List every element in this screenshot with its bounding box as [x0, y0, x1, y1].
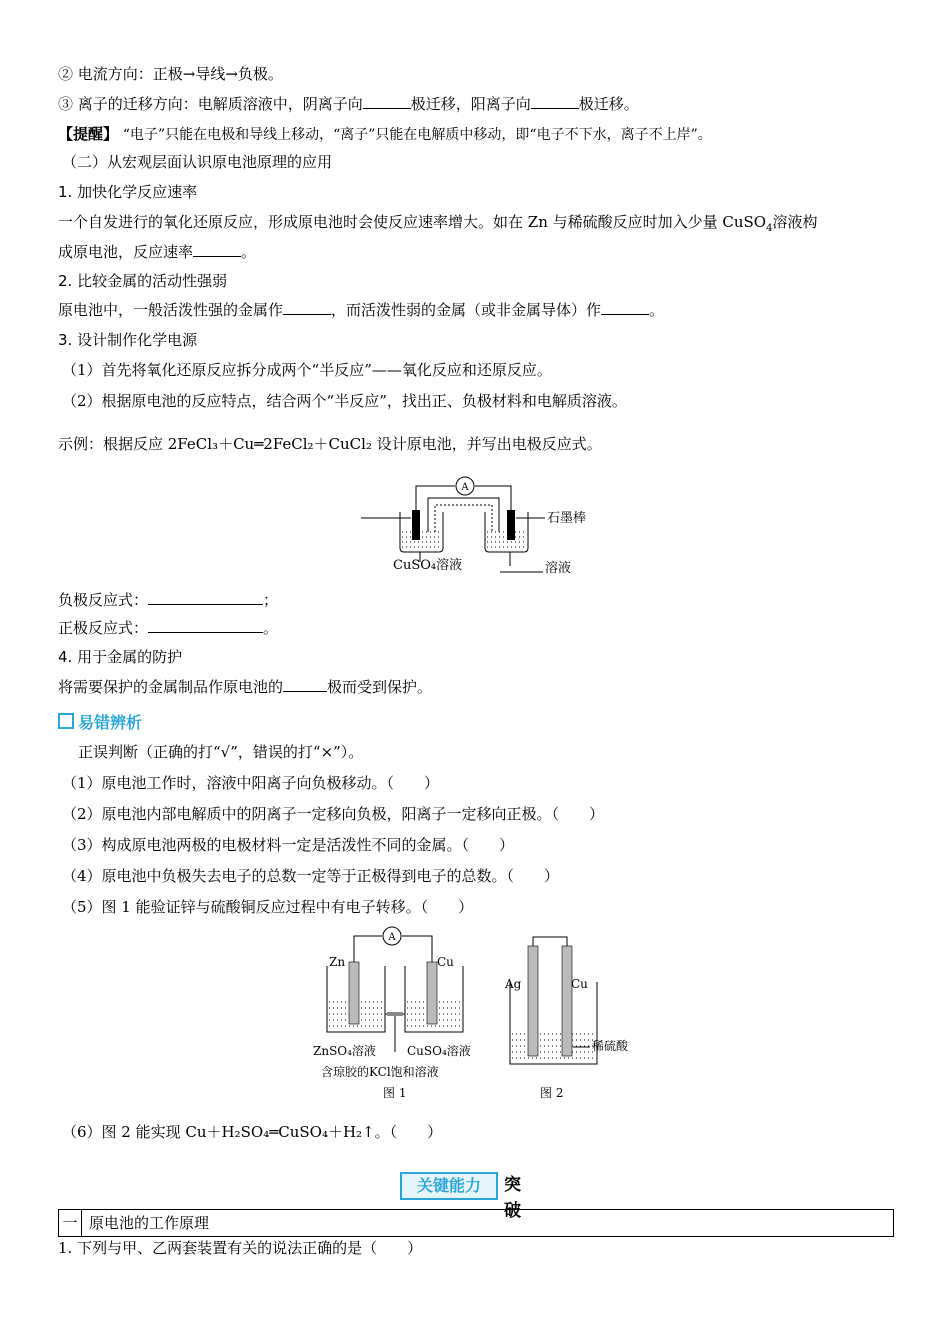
error-item-5: （5）图 1 能验证锌与硫酸铜反应过程中有电子转移。（ ）	[62, 898, 474, 916]
error-analysis-title: 易错辨析	[78, 713, 143, 732]
cu-label: Cu	[437, 955, 454, 969]
negative-reaction-end: ；	[263, 591, 279, 609]
error-item-1: （1）原电池工作时，溶液中阳离子向负极移动。（ ）	[62, 774, 440, 792]
cell-diagrams-2	[305, 922, 655, 1102]
heading-3: 3. 设计制作化学电源	[58, 331, 198, 349]
para-4	[58, 677, 432, 697]
cu-electrode-2	[562, 946, 572, 1056]
tip-line	[58, 124, 712, 145]
para-1-text-b: 溶液构	[772, 213, 818, 231]
blank	[601, 300, 649, 315]
current-direction-line: ② 电流方向：正极→导线→负极。	[58, 65, 283, 83]
tip-label: 【提醒】	[58, 125, 119, 143]
blank	[148, 590, 263, 605]
positive-reaction-line	[58, 618, 278, 638]
ammeter-label: A	[461, 482, 469, 493]
ion-direction-text-b: 极迁移，阳离子向	[410, 95, 531, 113]
graphite-rod	[507, 510, 515, 540]
cu-electrode	[427, 962, 437, 1024]
blank	[363, 94, 411, 109]
left-electrode	[412, 510, 420, 540]
heading-4: 4. 用于金属的防护	[58, 648, 183, 666]
tip-text: “电子”只能在电极和导线上移动，“离子”只能在电解质中移动，即“电子不下水，离子不上岸”。	[122, 127, 712, 143]
error-item-2: （2）原电池内部电解质中的阴离子一定移向负极，阳离子一定移向正极。（ ）	[62, 805, 605, 823]
section2-title: （二）从宏观层面认识原电池原理的应用	[62, 153, 333, 171]
error-item-4: （4）原电池中负极失去电子的总数一定等于正极得到电子的总数。（ ）	[62, 867, 560, 885]
left-solution-label: CuSO₄溶液	[393, 558, 463, 573]
cu-label-2: Cu	[571, 977, 588, 991]
error-item-6: （6）图 2 能实现 Cu＋H₂SO₄═CuSO₄＋H₂↑。（ ）	[62, 1123, 443, 1141]
banner-right: 突破	[504, 1175, 521, 1221]
blank	[193, 242, 241, 257]
para-1-text-c: 成原电池，反应速率	[58, 243, 194, 261]
zn-electrode	[349, 962, 359, 1024]
error-intro: 正误判断（正确的打“√”，错误的打“×”）。	[78, 743, 364, 761]
checkbox-icon	[58, 713, 74, 729]
ammeter-label-2: A	[388, 932, 396, 943]
question-1: 1. 下列与甲、乙两套装置有关的说法正确的是（ ）	[58, 1239, 423, 1257]
ion-direction-line	[58, 94, 639, 114]
para-1-sub: 4	[766, 223, 773, 234]
negative-reaction-line	[58, 590, 278, 610]
ion-direction-text-c: 极迁移。	[578, 95, 639, 113]
ion-direction-text-a: ③ 离子的迁移方向：电解质溶液中，阴离子向	[58, 95, 363, 113]
ag-label: Ag	[505, 977, 522, 991]
blank	[283, 677, 327, 692]
znso4-label: ZnSO₄溶液	[313, 1044, 376, 1058]
graphite-rod-label: 石墨棒	[547, 511, 587, 526]
zn-label: Zn	[329, 955, 346, 969]
banner-left: 关键能力	[400, 1172, 498, 1200]
cuso4-label: CuSO₄溶液	[407, 1044, 471, 1058]
cell-diagram-1	[355, 474, 605, 584]
para-3-2: （2）根据原电池的反应特点，结合两个“半反应”，找出正、负极材料和电解质溶液。	[62, 392, 627, 410]
section-number: 一	[59, 1210, 82, 1236]
para-2	[58, 300, 664, 320]
ag-electrode	[528, 946, 538, 1056]
heading-2: 2. 比较金属的活动性强弱	[58, 272, 228, 290]
figure-1-caption: 图 1	[383, 1086, 407, 1100]
para-1	[58, 212, 818, 239]
para-1-text: 一个自发进行的氧化还原反应，形成原电池时会使反应速率增大。如在 Zn 与稀硫酸反应时加入少量 CuSO	[58, 213, 767, 231]
para-2-text-b: ，而活泼性弱的金属（或非金属导体）作	[331, 301, 602, 319]
para-4-text-b: 极而受到保护。	[327, 678, 433, 696]
para-4-text-a: 将需要保护的金属制品作原电池的	[58, 678, 284, 696]
blank	[283, 300, 331, 315]
error-analysis-heading	[58, 710, 142, 733]
section-title: 原电池的工作原理	[89, 1214, 210, 1232]
figure-2-caption: 图 2	[540, 1086, 564, 1100]
para-2-text-c: 。	[649, 301, 665, 319]
salt-bridge	[387, 1012, 403, 1016]
dilute-acid-label: 稀硫酸	[592, 1039, 629, 1053]
section-header	[58, 1209, 894, 1237]
para-3-1: （1）首先将氧化还原反应拆分成两个“半反应”——氧化反应和还原反应。	[62, 361, 552, 379]
positive-reaction-label: 正极反应式：	[58, 619, 149, 637]
para-1-cont	[58, 242, 256, 262]
heading-1: 1. 加快化学反应速率	[58, 183, 198, 201]
right-solution-label: 溶液	[545, 561, 572, 576]
negative-reaction-label: 负极反应式：	[58, 591, 149, 609]
error-item-3: （3）构成原电池两极的电极材料一定是活泼性不同的金属。（ ）	[62, 836, 515, 854]
blank	[531, 94, 579, 109]
para-1-text-d: 。	[241, 243, 257, 261]
salt-bridge-label: 含琼胶的KCl饱和溶液	[321, 1065, 439, 1079]
positive-reaction-end: 。	[263, 619, 279, 637]
blank	[148, 618, 263, 633]
para-2-text-a: 原电池中，一般活泼性强的金属作	[58, 301, 284, 319]
example-line: 示例：根据反应 2FeCl₃＋Cu═2FeCl₂＋CuCl₂ 设计原电池，并写出电极反应式。	[58, 435, 602, 453]
